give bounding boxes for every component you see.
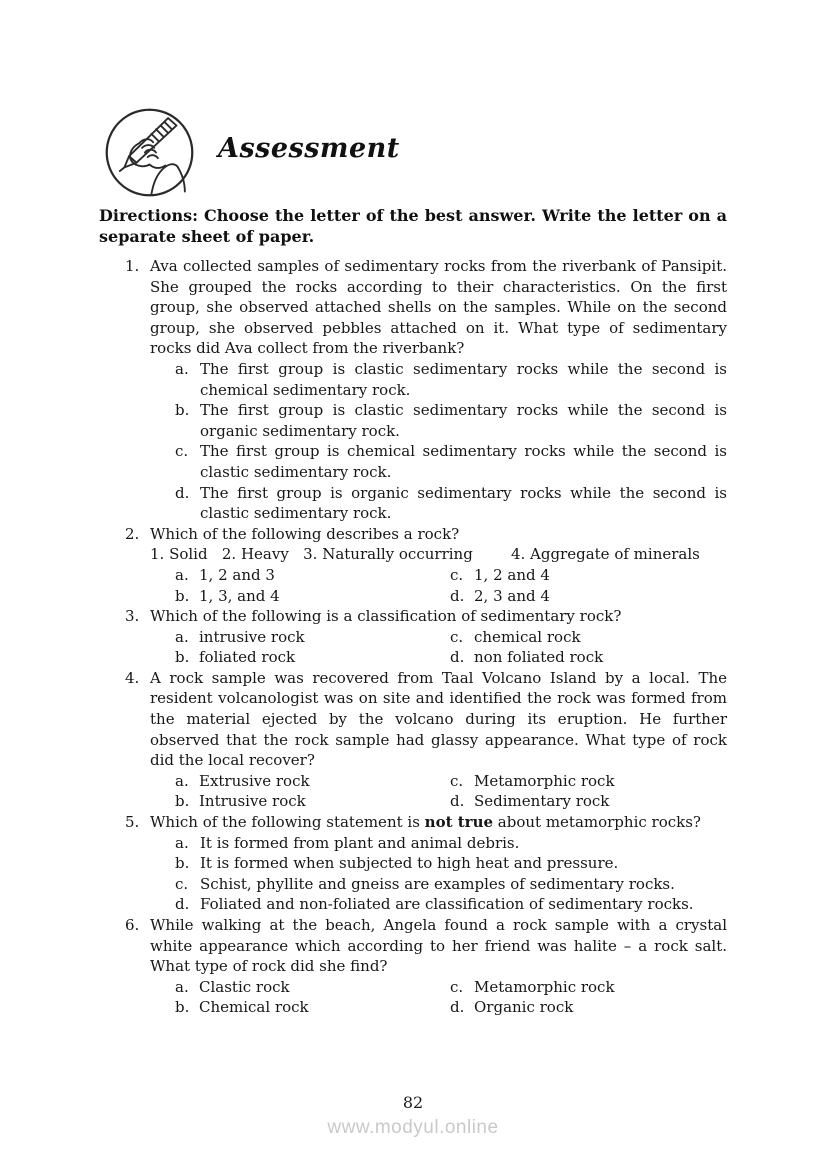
option-d (150, 483, 727, 524)
question-statements: 1. Solid 2. Heavy 3. Naturally occurring 4. Aggregate of minerals (150, 545, 700, 564)
option-text: The first group is clastic sedimentary rocks while the second is organic sedimentary rock. (200, 401, 727, 440)
option-text: It is formed when subjected to high heat and pressure. (200, 854, 619, 873)
question-number: 5. (125, 813, 140, 832)
option-label: b. (175, 648, 190, 667)
option-text: Intrusive rock (199, 792, 306, 811)
question-4 (99, 668, 727, 812)
question-text: A rock sample was recovered from Taal Volcano Island by a local. The resident volcanologist was on site and identified the rock was formed from the material ejected by the volcano during its eruption. He further observed that the rock sample had glassy appearance. What type of rock did the local recover? (150, 668, 727, 770)
question-text: Which of the following is a classification of sedimentary rock? (150, 607, 622, 626)
option-label: b. (175, 998, 190, 1017)
question-number: 6. (125, 916, 140, 934)
question-text: Ava collected samples of sedimentary rocks from the riverbank of Pansipit. She grouped the rocks according to their characteristics. On the first group, she observed attached shells on the samples. While on the second group, she observed pebbles attached on it. What type of sedimentary rocks did Ava collect from the riverbank? (150, 257, 727, 358)
question-text: Which of the following describes a rock? (150, 524, 460, 543)
option-label: b. (175, 854, 190, 873)
option-a (150, 833, 727, 854)
watermark: www.modyul.online (327, 1117, 499, 1138)
option-text: Metamorphic rock (474, 771, 615, 790)
page-number: 82 (402, 1093, 424, 1112)
option-a (175, 565, 450, 586)
option-text: Chemical rock (199, 998, 309, 1017)
option-text: intrusive rock (199, 627, 305, 646)
option-a (150, 359, 727, 400)
option-label: b. (175, 792, 190, 811)
option-text: The first group is organic sedimentary rocks while the second is clastic sedimentary rock. (200, 483, 727, 523)
question-2 (99, 524, 727, 606)
option-text: 1, 2 and 3 (199, 565, 275, 584)
option-row-ac (150, 627, 727, 648)
option-text: The first group is clastic sedimentary rocks while the second is chemical sedimentary rock. (200, 359, 727, 399)
option-label: a. (175, 977, 189, 996)
option-d (450, 791, 727, 812)
option-label: d. (175, 895, 190, 914)
question-body (150, 915, 727, 1018)
option-text: foliated rock (199, 648, 296, 667)
question-text-pre: Which of the following statement is (150, 813, 425, 832)
option-label: d. (450, 648, 465, 667)
option-label: a. (175, 833, 189, 852)
question-body (150, 524, 727, 606)
option-label: c. (175, 874, 189, 893)
option-label: d. (175, 483, 190, 502)
option-row-bd (150, 997, 727, 1018)
option-row-ac (150, 565, 727, 586)
option-c (450, 627, 727, 648)
option-label: a. (175, 771, 189, 790)
directions-text: Directions: Choose the letter of the best answer. Write the letter on a separate sheet of paper. (99, 206, 727, 246)
question-body (150, 668, 727, 812)
option-text: Sedimentary rock (474, 792, 610, 811)
option-text: Organic rock (474, 998, 574, 1017)
option-a (175, 977, 450, 998)
option-text: 1, 2 and 4 (474, 565, 550, 584)
questions-list (99, 256, 727, 1018)
option-text: Foliated and non-foliated are classification of sedimentary rocks. (200, 895, 694, 914)
option-b (175, 647, 450, 668)
option-c (450, 977, 727, 998)
option-text: The first group is chemical sedimentary rocks while the second is clastic sedimentary rock. (200, 442, 727, 481)
option-c (450, 565, 727, 586)
option-text: chemical rock (474, 627, 581, 646)
option-d (450, 647, 727, 668)
question-body (150, 606, 727, 668)
option-label: c. (450, 627, 464, 646)
option-label: d. (450, 586, 465, 605)
question-1 (99, 256, 727, 524)
option-row-bd (150, 791, 727, 812)
option-label: c. (450, 565, 464, 584)
option-text: It is formed from plant and animal debris. (200, 833, 520, 852)
option-label: d. (450, 792, 465, 811)
option-text: 2, 3 and 4 (474, 586, 550, 605)
option-c (450, 771, 727, 792)
question-text: While walking at the beach, Angela found a rock sample with a crystal white appearance which according to her friend was halite – a rock salt. What type of rock did she find? (150, 916, 727, 976)
option-label: b. (175, 401, 190, 420)
option-c (150, 441, 727, 482)
option-d (450, 586, 727, 607)
option-text: non foliated rock (474, 648, 604, 667)
option-text: Schist, phyllite and gneiss are examples of sedimentary rocks. (200, 874, 675, 893)
option-b (175, 791, 450, 812)
option-label: c. (450, 977, 464, 996)
writing-hand-icon (103, 106, 196, 199)
question-text (150, 812, 727, 833)
option-b (150, 853, 727, 874)
option-row-ac (150, 977, 727, 998)
question-3 (99, 606, 727, 668)
question-number: 2. (125, 524, 140, 543)
question-6 (99, 915, 727, 1018)
option-label: c. (175, 442, 189, 461)
option-b (175, 997, 450, 1018)
option-text: Extrusive rock (199, 771, 310, 790)
question-text-post: about metamorphic rocks? (493, 813, 701, 832)
option-d (450, 997, 727, 1018)
option-a (175, 771, 450, 792)
option-text: Clastic rock (199, 977, 290, 996)
page-title: Assessment (218, 133, 400, 164)
option-row-ac (150, 771, 727, 792)
option-text: 1, 3, and 4 (199, 586, 280, 605)
option-label: d. (450, 998, 465, 1017)
question-body (150, 812, 727, 915)
option-label: c. (450, 771, 464, 790)
option-label: b. (175, 586, 190, 605)
question-number: 4. (125, 668, 140, 687)
option-label: a. (175, 359, 189, 378)
option-text: Metamorphic rock (474, 977, 615, 996)
option-b (175, 586, 450, 607)
question-5 (99, 812, 727, 915)
option-b (150, 400, 727, 441)
question-text-emphasis: not true (424, 813, 494, 832)
option-d (150, 894, 727, 915)
question-body (150, 256, 727, 524)
option-c (150, 874, 727, 895)
option-row-bd (150, 586, 727, 607)
option-label: a. (175, 627, 189, 646)
question-number: 3. (125, 607, 140, 626)
question-number: 1. (125, 257, 140, 275)
option-row-bd (150, 647, 727, 668)
option-a (175, 627, 450, 648)
option-label: a. (175, 565, 189, 584)
